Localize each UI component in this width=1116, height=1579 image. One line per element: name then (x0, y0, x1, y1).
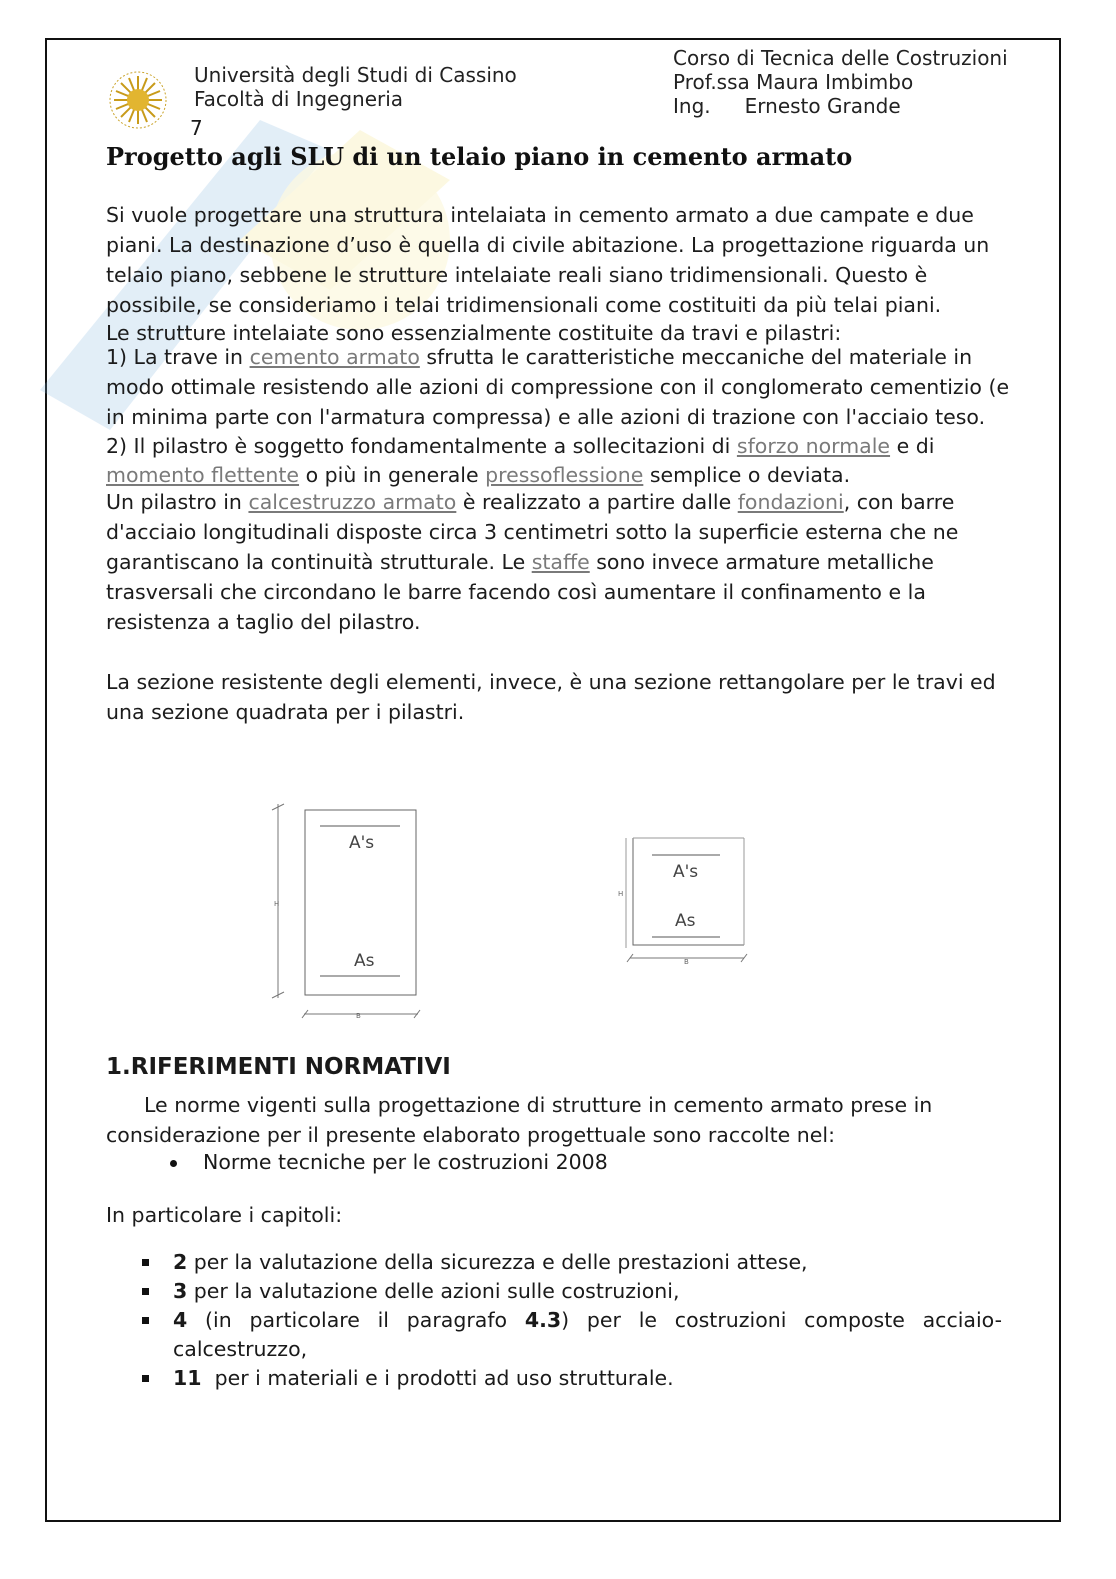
header-university-block (194, 63, 517, 111)
professor-name: Prof.ssa Maura Imbimbo (673, 70, 914, 94)
header-course-block (673, 46, 1008, 118)
university-seal-icon (108, 70, 168, 130)
text-span: , con barre d'acciaio longitudinali disposte circa 3 centimetri sotto la superficie esterna che ne garantiscano la continuità strutturale. Le (106, 490, 959, 574)
beam-height-label: H (274, 900, 280, 908)
square-bullet-icon (142, 1288, 149, 1295)
square-bullet-icon (142, 1259, 149, 1266)
chapter-paragraph-ref: 4.3 (524, 1308, 562, 1332)
university-name: Università degli Studi di Cassino (194, 63, 517, 87)
chapter-text: per la valutazione delle azioni sulle costruzioni, (187, 1279, 680, 1303)
engineer-line (673, 94, 1008, 118)
chapter-number: 4 (173, 1308, 188, 1332)
beam-section-figure (266, 800, 426, 1024)
link-sforzo-normale[interactable]: sforzo normale (736, 434, 891, 458)
intro-paragraph-1: Si vuole progettare una struttura intelaiata in cemento armato a due campate e due piani. La destinazione d’uso è quella di civile abitazione. La progettazione riguarda un telaio piano, sebbene le strutture intelaiate reali siano tridimensionali. Questo è possibile, se consideriamo i telai tridimensionali come costituiti da più telai piani. (106, 203, 990, 317)
square-bullet-icon (142, 1375, 149, 1382)
text-span: 1) La trave in (106, 345, 250, 369)
intro-paragraph-2: Le strutture intelaiate sono essenzialmente costituite da travi e pilastri: (106, 321, 842, 345)
course-name: Corso di Tecnica delle Costruzioni (673, 46, 1008, 70)
text-span: Un pilastro in (106, 490, 249, 514)
link-calcestruzzo-armato[interactable]: calcestruzzo armato (248, 490, 457, 514)
norms-bullet-text: Norme tecniche per le costruzioni 2008 (203, 1150, 608, 1174)
beam-width-label: B (356, 1012, 361, 1020)
chapter-text: per la valutazione della sicurezza e delle prestazioni attese, (187, 1250, 808, 1274)
column-bottom-label: As (675, 911, 696, 931)
text-span: e di (890, 434, 935, 458)
chapters-intro: In particolare i capitoli: (106, 1203, 343, 1227)
intro-paragraph-3 (106, 342, 1016, 432)
link-pressoflessione[interactable]: pressoflessione (485, 463, 644, 487)
chapter-number: 11 (173, 1366, 202, 1390)
text-span: sono invece armature metalliche trasversali che circondano le barre facendo così aumentare il confinamento e la resistenza a taglio del pilastro. (106, 550, 934, 634)
document-title: Progetto agli SLU di un telaio piano in cemento armato (106, 142, 853, 171)
text-span: semplice o deviata. (643, 463, 851, 487)
chapter-number: 3 (173, 1279, 188, 1303)
engineer-prefix: Ing. (673, 94, 711, 118)
column-section-figure (616, 830, 750, 970)
list-item (142, 1248, 1002, 1277)
intro-paragraph-4 (106, 432, 1016, 490)
intro-paragraph-5 (106, 487, 1016, 637)
list-item (142, 1364, 1002, 1393)
text-span: o più in generale (299, 463, 486, 487)
beam-top-label: A's (349, 833, 375, 853)
column-top-label: A's (673, 862, 699, 882)
section1-text (106, 1090, 1016, 1150)
chapters-list (142, 1248, 1002, 1393)
list-item (142, 1277, 1002, 1306)
column-width-label: B (684, 958, 689, 966)
text-span: sfrutta le caratteristiche meccaniche del materiale in modo ottimale resistendo alle azioni di compressione con il conglomerato cementizio (e in minima parte con l'armatura compressa) e alle azioni di trazione con l'acciaio teso. (106, 345, 1010, 429)
link-staffe[interactable]: staffe (531, 550, 590, 574)
chapter-text: (in particolare il paragrafo (187, 1308, 525, 1332)
bullet-dot-icon (170, 1160, 177, 1167)
beam-bottom-label: As (354, 951, 375, 971)
text-span: è realizzato a partire dalle (456, 490, 738, 514)
engineer-name: Ernesto Grande (744, 94, 901, 118)
chapter-text: ) per le costruzioni composte acciaio-calcestruzzo, (173, 1308, 1002, 1361)
page-number: 7 (190, 116, 203, 140)
faculty-name: Facoltà di Ingegneria (194, 87, 404, 111)
column-height-label: H (618, 890, 624, 898)
link-fondazioni[interactable]: fondazioni (737, 490, 844, 514)
text-span: 2) Il pilastro è soggetto fondamentalmente a sollecitazioni di (106, 434, 737, 458)
intro-text (106, 200, 1016, 727)
link-momento-flettente[interactable]: momento flettente (106, 463, 300, 487)
list-item (142, 1306, 1002, 1364)
section-heading: 1.RIFERIMENTI NORMATIVI (106, 1054, 451, 1080)
chapter-number: 2 (173, 1250, 188, 1274)
section1-paragraph: Le norme vigenti sulla progettazione di strutture in cemento armato prese in considerazione per il presente elaborato progettuale sono raccolte nel: (106, 1093, 933, 1147)
link-cemento-armato[interactable]: cemento armato (249, 345, 420, 369)
intro-paragraph-6: La sezione resistente degli elementi, invece, è una sezione rettangolare per le travi ed una sezione quadrata per i pilastri. (106, 670, 996, 724)
square-bullet-icon (142, 1317, 149, 1324)
norms-bullet-item (170, 1150, 608, 1174)
chapter-text: per i materiali e i prodotti ad uso strutturale. (201, 1366, 674, 1390)
